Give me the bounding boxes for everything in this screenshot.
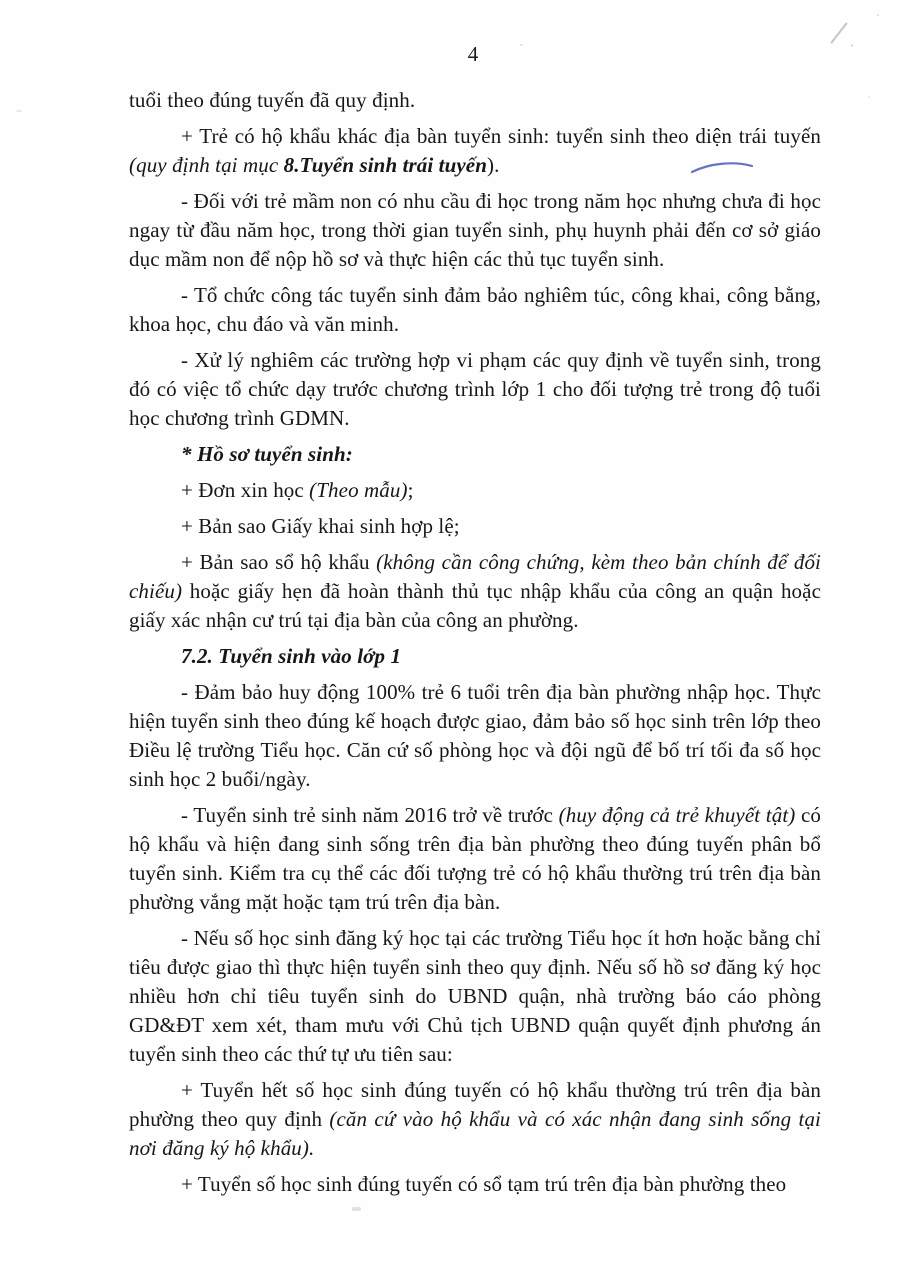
- text-segment: + Bản sao Giấy khai sinh hợp lệ;: [181, 514, 460, 538]
- text-segment: + Tuyển số học sinh đúng tuyến có sổ tạm trú trên địa bàn phường theo: [181, 1172, 787, 1196]
- text-segment: (quy định tại mục: [129, 153, 284, 177]
- text-segment: hoặc giấy hẹn đã hoàn thành thủ tục nhập khẩu của công an quận hoặc giấy xác nhận cư trú tại địa bàn của công an phường.: [129, 579, 821, 632]
- text-segment: ).: [487, 153, 500, 177]
- text-segment: - Đối với trẻ mầm non có nhu cầu đi học trong năm học nhưng chưa đi học ngay từ đầu năm học, trong thời gian tuyển sinh, phụ huynh phải đến cơ sở giáo dục mầm non để nộp hồ sơ và thực hiện các thủ tục tuyển sinh.: [129, 189, 821, 271]
- scan-speck: [830, 22, 848, 44]
- paragraph-trai-tuyen: [129, 122, 821, 180]
- scan-speck: [520, 44, 523, 46]
- paragraph-xu-ly-nghiem: [129, 346, 821, 433]
- paragraph-to-chuc-cong-tac: [129, 281, 821, 339]
- scan-speck: [868, 96, 870, 98]
- text-segment: 8.Tuyển sinh trái tuyến: [283, 153, 487, 177]
- paragraph-tuyen-so-tam-tru: [129, 1170, 821, 1199]
- document-body: [129, 86, 821, 1206]
- text-segment: + Bản sao sổ hộ khẩu: [181, 550, 377, 574]
- text-segment: - Xử lý nghiêm các trường hợp vi phạm các quy định về tuyển sinh, trong đó có việc tổ chức dạy trước chương trình lớp 1 cho đối tượng trẻ trong độ tuổi học chương trình GDMN.: [129, 348, 821, 430]
- scan-speck: [16, 110, 22, 112]
- paragraph-ban-sao-giay-khai-sinh: [129, 512, 821, 541]
- heading-ho-so-tuyen-sinh: [129, 440, 821, 469]
- text-segment: - Tổ chức công tác tuyển sinh đảm bảo nghiêm túc, công khai, công bằng, khoa học, chu đáo và văn minh.: [129, 283, 821, 336]
- paragraph-dam-bao-huy-dong: [129, 678, 821, 794]
- text-segment: + Trẻ có hộ khẩu khác địa bàn tuyển sinh: tuyển sinh theo diện trái tuyến: [181, 124, 821, 148]
- text-segment: - Đảm bảo huy động 100% trẻ 6 tuổi trên địa bàn phường nhập học. Thực hiện tuyển sinh theo đúng kế hoạch được giao, đảm bảo số học sinh trên lớp theo Điều lệ trường Tiểu học. Căn cứ số phòng học và đội ngũ để bố trí tối đa số học sinh học 2 buổi/ngày.: [129, 680, 821, 791]
- heading-7-2-tuyen-sinh-lop-1: [129, 642, 821, 671]
- paragraph-tuyen-sinh-tre-2016: [129, 801, 821, 917]
- text-segment: (huy động cả trẻ khuyết tật): [558, 803, 796, 827]
- text-segment: 7.2. Tuyển sinh vào lớp 1: [181, 644, 402, 668]
- page-number: 4: [467, 42, 479, 66]
- paragraph-continuation: [129, 86, 821, 115]
- scan-speck: [352, 1207, 361, 1211]
- paragraph-mam-non-nhu-cau: [129, 187, 821, 274]
- text-segment: (Theo mẫu): [309, 478, 408, 502]
- text-segment: + Đơn xin học: [181, 478, 310, 502]
- paragraph-don-xin-hoc: [129, 476, 821, 505]
- text-segment: - Nếu số học sinh đăng ký học tại các trường Tiểu học ít hơn hoặc bằng chỉ tiêu được giao thì thực hiện tuyển sinh theo quy định. Nếu số hồ sơ đăng ký học nhiều hơn chỉ tiêu tuyển sinh do UBND quận, nhà trường báo cáo phòng GD&ĐT xem xét, tham mưu với Chủ tịch UBND quận quyết định phương án tuyển sinh theo các thứ tự ưu tiên sau:: [129, 926, 821, 1066]
- text-segment: (căn cứ vào hộ khẩu và có xác nhận đang sinh sống tại nơi đăng ký hộ khẩu).: [129, 1107, 821, 1160]
- paragraph-ban-sao-so-ho-khau: [129, 548, 821, 635]
- text-segment: * Hồ sơ tuyển sinh:: [181, 442, 353, 466]
- text-segment: (không cần công chứng, kèm theo bản chính để đối chiếu): [129, 550, 821, 603]
- text-segment: - Tuyển sinh trẻ sinh năm 2016 trở về trước: [181, 803, 559, 827]
- text-segment: tuổi theo đúng tuyến đã quy định.: [129, 88, 416, 112]
- scan-speck: [877, 14, 879, 16]
- text-segment: ;: [407, 478, 414, 502]
- text-segment: có hộ khẩu và hiện đang sinh sống trên địa bàn phường theo đúng tuyến phân bổ tuyển sinh. Kiểm tra cụ thể các đối tượng trẻ có hộ khẩu thường trú trên địa bàn phường vắng mặt hoặc tạm trú trên địa bàn.: [129, 803, 821, 914]
- text-segment: + Tuyển hết số học sinh đúng tuyến có hộ khẩu thường trú trên địa bàn phường theo quy định: [129, 1078, 821, 1131]
- paragraph-tuyen-het-dung-tuyen: [129, 1076, 821, 1163]
- scan-speck: [851, 44, 853, 47]
- paragraph-neu-so-hoc-sinh: [129, 924, 821, 1069]
